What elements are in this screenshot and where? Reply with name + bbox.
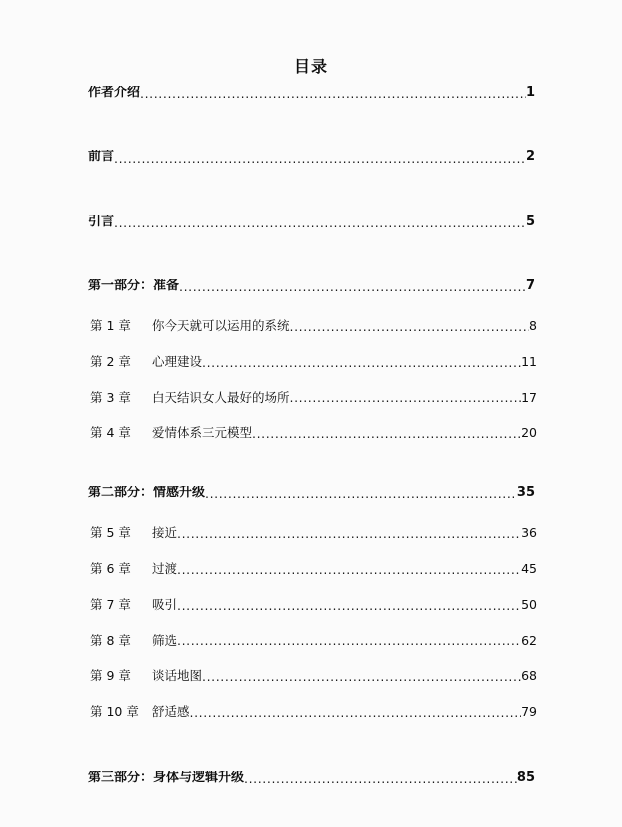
toc-chapter-title: 心理建设 [152, 354, 203, 369]
toc-part-heading[interactable] [88, 771, 535, 785]
toc-chapter-row[interactable] [88, 705, 537, 719]
toc-chapter-label [90, 705, 190, 719]
toc-chapter-number: 第 6 章 [90, 562, 131, 576]
toc-chapter-number: 第 1 章 [90, 319, 131, 333]
toc-part-label: 第三部分：身体与逻辑升级 [88, 770, 245, 785]
page-title: 目录 [293, 57, 328, 76]
toc-chapter-page: 8 [529, 319, 537, 333]
toc-chapter-label [90, 669, 202, 683]
dot-leader [177, 527, 521, 538]
toc-chapter-page: 79 [521, 705, 537, 719]
toc-chapter-label [90, 319, 290, 333]
toc-entry-label: 前言 [88, 150, 115, 165]
section-spacer [88, 462, 535, 486]
toc-chapter-label [90, 526, 177, 540]
toc-chapter-number: 第 8 章 [90, 633, 131, 648]
dot-leader [202, 356, 521, 367]
toc-chapter-number: 第 2 章 [90, 354, 131, 369]
toc-entry-label: 引言 [88, 214, 115, 229]
toc-chapter-title: 白天结识女人最好的场所 [152, 390, 290, 405]
toc-chapter-page: 20 [521, 426, 537, 441]
toc-part-group [88, 486, 535, 719]
dot-leader [290, 391, 522, 402]
toc-part-group [88, 279, 535, 440]
toc-chapter-label [90, 391, 290, 405]
dot-leader [177, 599, 521, 610]
toc-chapter-title: 接近 [152, 526, 178, 541]
toc-chapter-row[interactable] [88, 598, 537, 612]
toc-chapter-title: 过渡 [152, 562, 178, 576]
dot-leader [205, 487, 517, 498]
toc-chapter-row[interactable] [88, 355, 537, 369]
toc-chapter-row[interactable] [88, 319, 537, 333]
toc-chapter-title: 谈话地图 [152, 669, 203, 684]
toc-chapter-label [90, 634, 177, 648]
dot-leader [114, 152, 526, 163]
toc-chapter-title: 你今天就可以运用的系统 [152, 319, 290, 333]
toc-chapter-page: 36 [521, 526, 537, 541]
toc-entries [88, 86, 535, 785]
dot-leader [252, 427, 521, 438]
toc-chapter-label [90, 562, 177, 576]
toc-part-label: 第一部分：准备 [88, 278, 180, 293]
dot-leader [177, 563, 521, 574]
dot-leader [190, 706, 522, 717]
toc-chapter-row[interactable] [88, 634, 537, 648]
toc-chapter-label [90, 598, 177, 612]
toc-entry-front[interactable] [88, 86, 535, 100]
toc-entry-page: 2 [525, 150, 535, 165]
toc-entry-page: 1 [525, 86, 535, 100]
toc-chapter-label [90, 426, 252, 440]
toc-chapter-page: 11 [521, 354, 537, 369]
toc-chapter-number: 第 7 章 [90, 597, 131, 612]
toc-chapter-page: 45 [521, 562, 537, 576]
toc-chapter-label [90, 355, 202, 369]
toc-chapter-page: 62 [521, 633, 537, 648]
toc-chapter-title: 吸引 [152, 597, 178, 612]
toc-entry-front[interactable] [88, 215, 535, 229]
toc-chapter-row[interactable] [88, 526, 537, 540]
toc-chapter-row[interactable] [88, 391, 537, 405]
toc-part-heading[interactable] [88, 486, 535, 500]
toc-chapter-number: 第 10 章 [90, 705, 139, 719]
section-spacer [88, 741, 535, 771]
toc-part-page: 35 [516, 486, 535, 501]
toc-part-label: 第二部分：情感升级 [88, 486, 206, 501]
toc-chapter-number: 第 5 章 [90, 526, 131, 541]
dot-leader [114, 216, 526, 227]
toc-part-group [88, 771, 535, 785]
toc-chapter-number: 第 3 章 [90, 390, 131, 405]
toc-chapter-title: 筛选 [152, 633, 178, 648]
toc-chapter-row[interactable] [88, 426, 537, 440]
dot-leader [177, 634, 521, 645]
dot-leader [202, 670, 521, 681]
toc-part-page: 85 [516, 770, 535, 785]
toc-chapter-row[interactable] [88, 562, 537, 576]
toc-part-page: 7 [525, 278, 535, 293]
toc-chapter-number: 第 9 章 [90, 669, 131, 684]
toc-chapter-page: 50 [521, 597, 537, 612]
dot-leader [140, 87, 526, 98]
toc-entry-page: 5 [525, 214, 535, 229]
dot-leader [244, 772, 517, 783]
dot-leader [290, 320, 530, 331]
toc-chapter-page: 17 [521, 390, 537, 405]
toc-part-heading[interactable] [88, 279, 535, 293]
toc-entry-label: 作者介绍 [88, 86, 141, 100]
dot-leader [179, 280, 526, 291]
toc-chapter-title: 舒适感 [152, 705, 190, 719]
toc-chapter-row[interactable] [88, 669, 537, 683]
toc-chapter-page: 68 [521, 669, 537, 684]
toc-entry-front[interactable] [88, 150, 535, 164]
toc-chapter-number: 第 4 章 [90, 426, 131, 441]
toc-chapter-title: 爱情体系三元模型 [152, 426, 253, 441]
